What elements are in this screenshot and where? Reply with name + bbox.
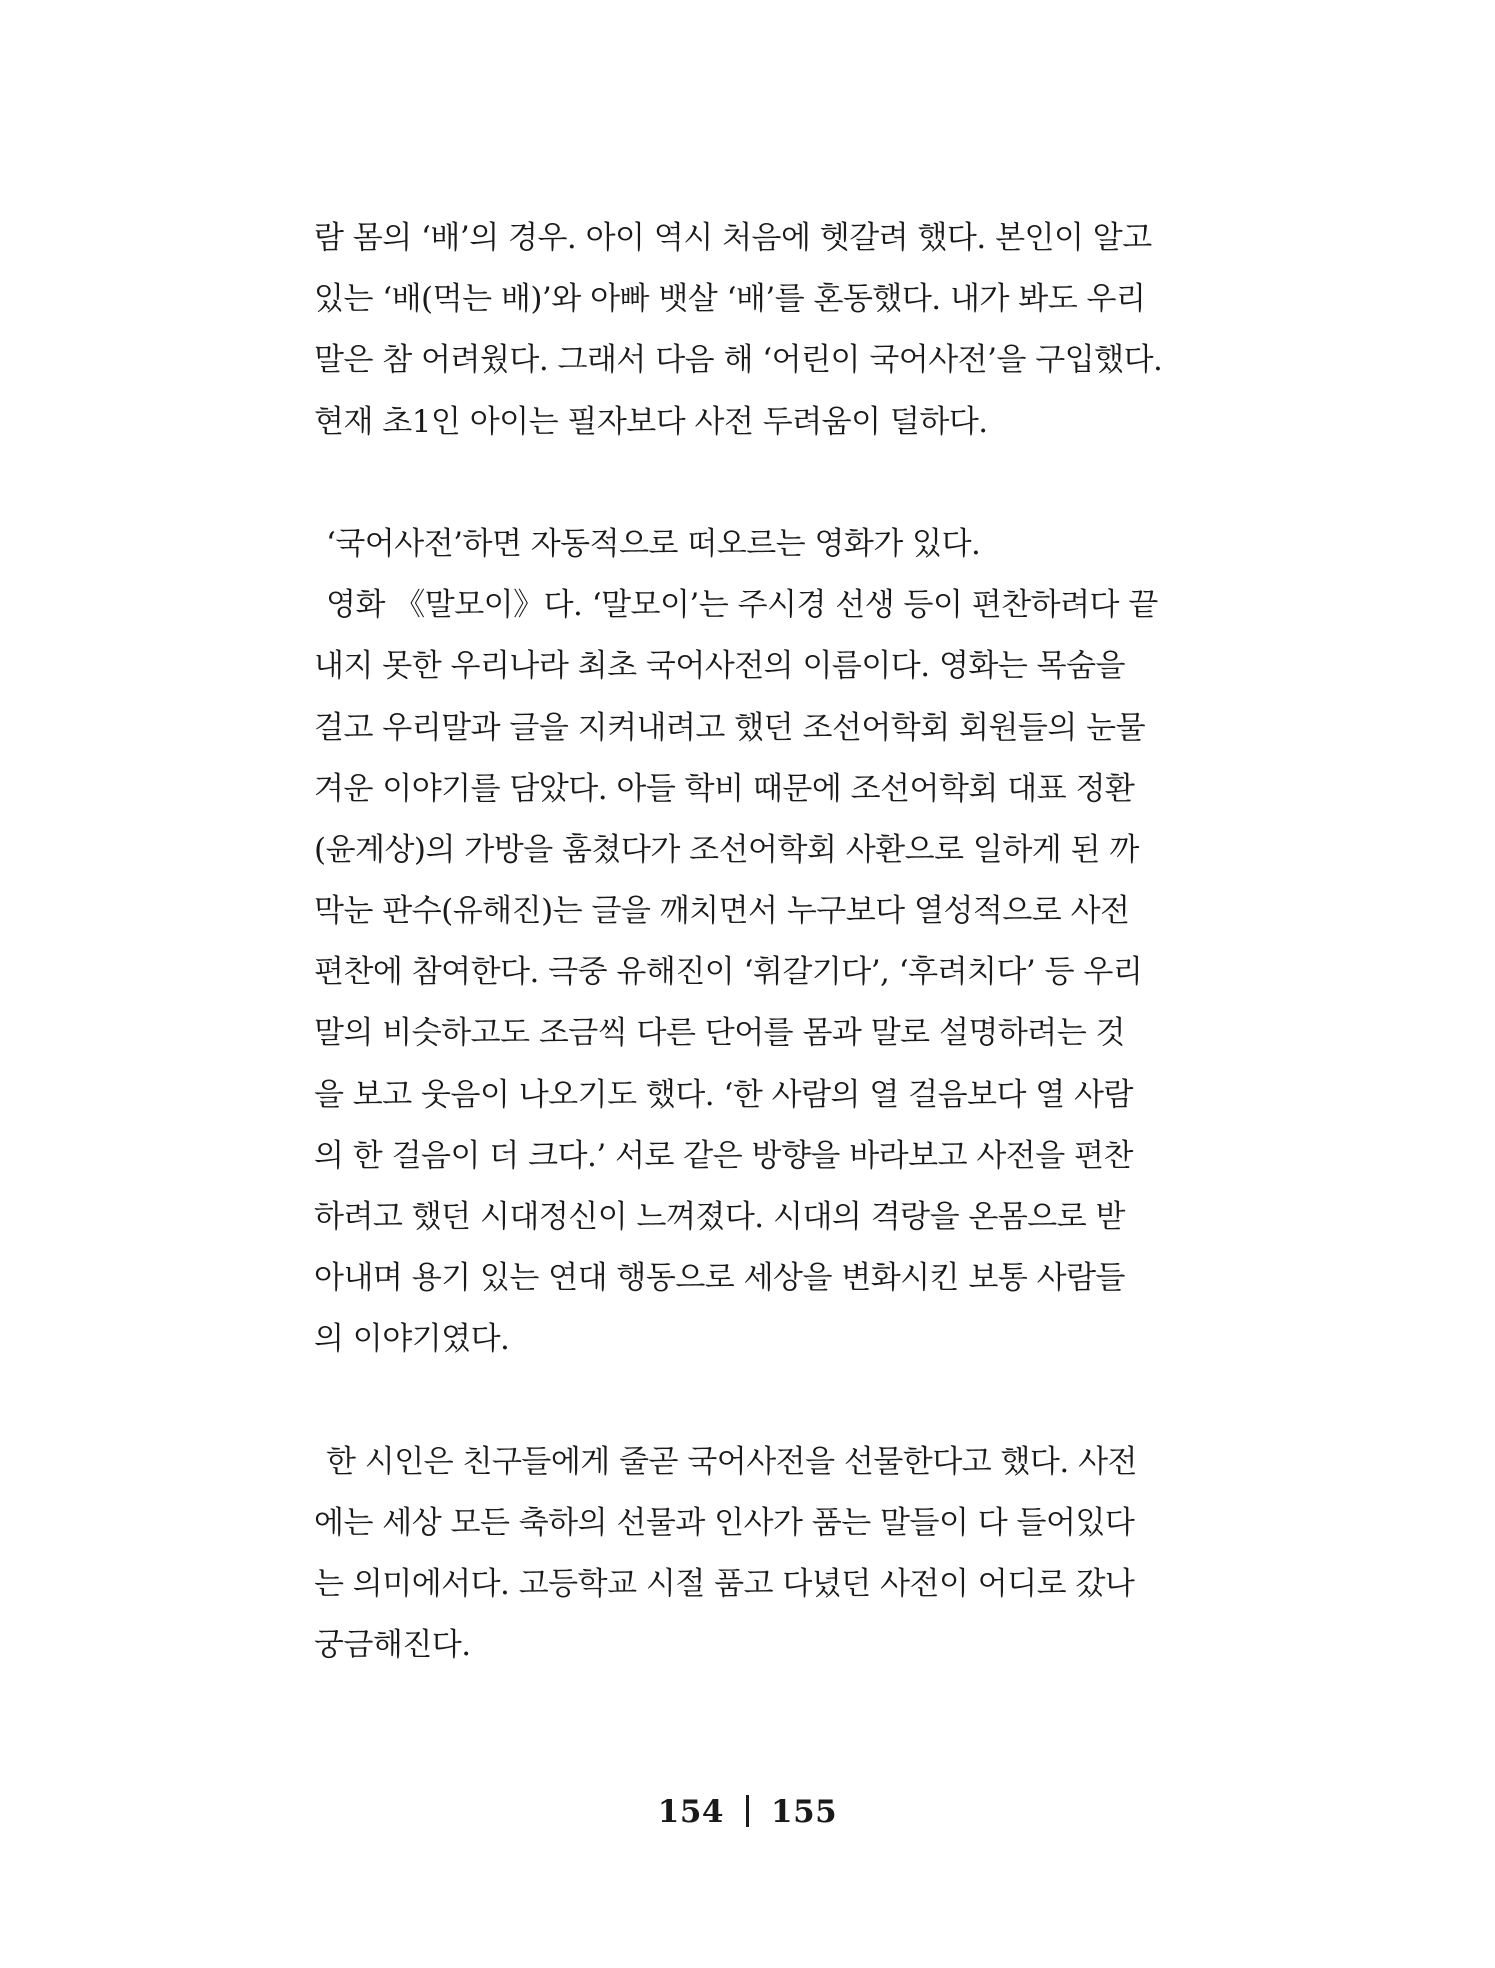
text-line: 겨운 이야기를 담았다. 아들 학비 때문에 조선어학회 대표 정환 [314, 770, 1135, 807]
text-line: 아내며 용기 있는 연대 행동으로 세상을 변화시킨 보통 사람들 [314, 1260, 1125, 1297]
text-line: 내지 못한 우리나라 최초 국어사전의 이름이다. 영화는 목숨을 [314, 648, 1125, 685]
page-number-divider [746, 1795, 749, 1827]
text-line: 궁금해진다. [314, 1627, 471, 1664]
text-line: 의 이야기였다. [314, 1321, 510, 1358]
text-line: 걸고 우리말과 글을 지켜내려고 했던 조선어학회 회원들의 눈물 [314, 709, 1146, 746]
page-number-left: 154 [657, 1794, 724, 1830]
text-line: 람 몸의 ‘배’의 경우. 아이 역시 처음에 헷갈려 했다. 본인이 알고 [314, 220, 1152, 256]
text-line: 현재 초1인 아이는 필자보다 사전 두려움이 덜하다. [314, 403, 988, 440]
text-line: 편찬에 참여한다. 극중 유해진이 ‘휘갈기다’, ‘후려치다’ 등 우리 [314, 954, 1143, 991]
page-numbers [0, 1792, 1495, 1832]
page-number-right: 155 [771, 1794, 838, 1830]
text-line: 말은 참 어려웠다. 그래서 다음 해 ‘어린이 국어사전’을 구입했다. [314, 342, 1163, 379]
text-line: ‘국어사전’하면 자동적으로 떠오르는 영화가 있다. [326, 525, 981, 562]
text-line: 막눈 판수(유해진)는 글을 깨치면서 누구보다 열성적으로 사전 [314, 893, 1130, 930]
paragraph-2 [314, 514, 1182, 1371]
paragraph-gap [314, 453, 1182, 514]
paragraph-1 [314, 208, 1182, 453]
text-line: 하려고 했던 시대정신이 느껴졌다. 시대의 격랑을 온몸으로 받 [314, 1199, 1125, 1235]
text-line: 의 한 걸음이 더 크다.’ 서로 같은 방향을 바라보고 사전을 편찬 [314, 1137, 1133, 1174]
text-line: 을 보고 웃음이 나오기도 했다. ‘한 사람의 열 걸음보다 열 사람 [314, 1076, 1133, 1113]
text-line: 한 시인은 친구들에게 줄곧 국어사전을 선물한다고 했다. 사전 [326, 1443, 1137, 1480]
body-text [314, 208, 1182, 1677]
text-line: 말의 비슷하고도 조금씩 다른 단어를 몸과 말로 설명하려는 것 [314, 1015, 1125, 1052]
text-line: 있는 ‘배(먹는 배)’와 아빠 뱃살 ‘배’를 혼동했다. 내가 봐도 우리 [314, 281, 1146, 318]
text-line: (윤계상)의 가방을 훔쳤다가 조선어학회 사환으로 일하게 된 까 [314, 831, 1139, 868]
text-line: 영화 《말모이》다. ‘말모이’는 주시경 선생 등이 편찬하려다 끝 [326, 587, 1158, 624]
paragraph-3 [314, 1432, 1182, 1677]
paragraph-gap [314, 1371, 1182, 1432]
text-line: 는 의미에서다. 고등학교 시절 품고 다녔던 사전이 어디로 갔나 [314, 1566, 1135, 1603]
text-line: 에는 세상 모든 축하의 선물과 인사가 품는 말들이 다 들어있다 [314, 1504, 1135, 1541]
